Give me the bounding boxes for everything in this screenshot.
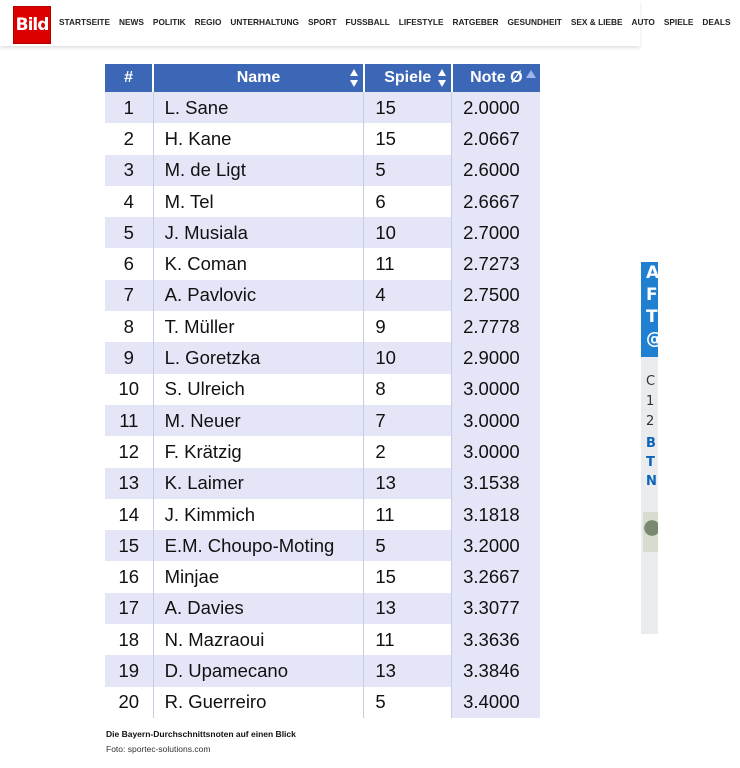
cell-name: K. Coman — [153, 248, 364, 279]
cell-rank: 12 — [105, 436, 153, 467]
cell-name: S. Ulreich — [153, 374, 364, 405]
cell-grade: 3.3077 — [452, 593, 540, 624]
table-row — [105, 593, 540, 624]
cell-grade: 3.3846 — [452, 655, 540, 686]
cell-games: 6 — [364, 186, 452, 217]
cell-grade: 3.4000 — [452, 687, 540, 718]
table-row — [105, 123, 540, 154]
cell-grade: 3.0000 — [452, 436, 540, 467]
table-row — [105, 530, 540, 561]
cell-grade: 2.6000 — [452, 155, 540, 186]
cell-grade: 3.3636 — [452, 624, 540, 655]
col-header-games[interactable] — [364, 64, 452, 92]
sort-both-icon[interactable] — [349, 68, 359, 88]
cell-rank: 6 — [105, 248, 153, 279]
col-header-rank: # — [105, 64, 153, 92]
cell-rank: 9 — [105, 342, 153, 373]
cell-rank: 4 — [105, 186, 153, 217]
nav-item-regio[interactable]: REGIO — [194, 17, 222, 27]
nav-item-sex-liebe[interactable]: SEX & LIEBE — [570, 17, 623, 27]
cell-rank: 17 — [105, 593, 153, 624]
sort-both-icon[interactable] — [437, 68, 447, 88]
cell-grade: 3.0000 — [452, 374, 540, 405]
cell-rank: 1 — [105, 92, 153, 123]
table-row — [105, 499, 540, 530]
cell-rank: 13 — [105, 468, 153, 499]
table-row — [105, 342, 540, 373]
cell-grade: 2.6667 — [452, 186, 540, 217]
table-row — [105, 280, 540, 311]
ad-line: N — [646, 474, 657, 489]
cell-name: A. Pavlovic — [153, 280, 364, 311]
col-header-name[interactable] — [153, 64, 364, 92]
nav-item-fussball[interactable]: FUSSBALL — [345, 17, 390, 27]
ad-line: B — [646, 436, 656, 451]
ad-line: 2 — [646, 414, 655, 429]
cell-rank: 14 — [105, 499, 153, 530]
nav-item-news[interactable]: NEWS — [119, 17, 144, 27]
site-header — [0, 0, 731, 46]
cell-games: 15 — [364, 561, 452, 592]
cell-grade: 3.2000 — [452, 530, 540, 561]
nav-item-politik[interactable]: POLITIK — [152, 17, 186, 27]
ad-line: @ — [646, 329, 663, 349]
col-header-grade[interactable] — [452, 64, 540, 92]
table-row — [105, 155, 540, 186]
table-row — [105, 374, 540, 405]
photo-credit: Foto: sportec-solutions.com — [106, 744, 211, 754]
cell-rank: 10 — [105, 374, 153, 405]
table-row — [105, 687, 540, 718]
cell-grade: 2.7500 — [452, 280, 540, 311]
nav-item-unterhaltung[interactable]: UNTERHALTUNG — [230, 17, 299, 27]
cell-grade: 2.0000 — [452, 92, 540, 123]
cell-grade: 2.7778 — [452, 311, 540, 342]
cell-grade: 2.0667 — [452, 123, 540, 154]
cell-games: 10 — [364, 342, 452, 373]
cell-grade: 2.9000 — [452, 342, 540, 373]
cell-games: 13 — [364, 655, 452, 686]
cell-name: M. Tel — [153, 186, 364, 217]
cell-rank: 20 — [105, 687, 153, 718]
cell-games: 5 — [364, 530, 452, 561]
cell-name: J. Musiala — [153, 217, 364, 248]
cell-rank: 8 — [105, 311, 153, 342]
table-row — [105, 311, 540, 342]
grades-table-wrap — [105, 64, 540, 718]
cell-games: 8 — [364, 374, 452, 405]
cell-grade: 3.1538 — [452, 468, 540, 499]
cell-rank: 7 — [105, 280, 153, 311]
ad-line: 1 — [646, 394, 655, 409]
nav-item-auto[interactable]: AUTO — [631, 17, 655, 27]
cell-name: F. Krätzig — [153, 436, 364, 467]
cell-grade: 3.1818 — [452, 499, 540, 530]
table-row — [105, 405, 540, 436]
cell-rank: 3 — [105, 155, 153, 186]
grades-table — [105, 64, 540, 718]
nav-item-spiele[interactable]: SPIELE — [663, 17, 694, 27]
ad-link[interactable] — [646, 434, 657, 491]
side-advertisement[interactable] — [641, 262, 663, 634]
cell-rank: 5 — [105, 217, 153, 248]
ad-headline — [641, 262, 663, 357]
ad-line: T — [646, 455, 655, 470]
cell-name: N. Mazraoui — [153, 624, 364, 655]
cell-name: M. de Ligt — [153, 155, 364, 186]
cell-games: 5 — [364, 687, 452, 718]
cell-games: 15 — [364, 92, 452, 123]
nav-item-sport[interactable]: SPORT — [307, 17, 337, 27]
col-header-grade-label: Note Ø — [470, 69, 523, 86]
table-row — [105, 624, 540, 655]
cell-games: 11 — [364, 499, 452, 530]
cell-name: D. Upamecano — [153, 655, 364, 686]
cell-games: 7 — [364, 405, 452, 436]
cell-games: 10 — [364, 217, 452, 248]
cell-grade: 3.2667 — [452, 561, 540, 592]
main-nav — [59, 17, 740, 27]
table-row — [105, 561, 540, 592]
cell-rank: 2 — [105, 123, 153, 154]
table-row — [105, 468, 540, 499]
cell-name: L. Sane — [153, 92, 364, 123]
col-header-name-label: Name — [236, 69, 281, 86]
cell-games: 11 — [364, 248, 452, 279]
cell-rank: 15 — [105, 530, 153, 561]
cell-name: Minjae — [153, 561, 364, 592]
bild-logo[interactable]: Bild — [13, 6, 51, 44]
cell-grade: 3.0000 — [452, 405, 540, 436]
cell-name: M. Neuer — [153, 405, 364, 436]
nav-item-lifestyle[interactable]: LIFESTYLE — [398, 17, 444, 27]
table-row — [105, 248, 540, 279]
ad-line: F — [646, 285, 658, 305]
cell-name: H. Kane — [153, 123, 364, 154]
cell-name: J. Kimmich — [153, 499, 364, 530]
nav-item-ratgeber[interactable]: RATGEBER — [452, 17, 499, 27]
cell-grade: 2.7273 — [452, 248, 540, 279]
cell-name: K. Laimer — [153, 468, 364, 499]
cell-rank: 19 — [105, 655, 153, 686]
ad-line: A — [646, 263, 660, 283]
cell-rank: 11 — [105, 405, 153, 436]
table-row — [105, 92, 540, 123]
cell-rank: 18 — [105, 624, 153, 655]
cell-name: R. Guerreiro — [153, 687, 364, 718]
table-row — [105, 436, 540, 467]
cell-name: T. Müller — [153, 311, 364, 342]
cell-games: 13 — [364, 593, 452, 624]
cell-games: 2 — [364, 436, 452, 467]
table-caption: Die Bayern-Durchschnittsnoten auf einen Blick — [106, 729, 296, 739]
nav-item-startseite[interactable]: STARTSEITE — [59, 17, 111, 27]
cell-grade: 2.7000 — [452, 217, 540, 248]
ad-line: T — [646, 307, 658, 327]
ad-text — [646, 372, 655, 432]
cell-rank: 16 — [105, 561, 153, 592]
ad-image — [643, 512, 658, 552]
ad-line: C — [646, 374, 656, 389]
cell-name: A. Davies — [153, 593, 364, 624]
table-header-row — [105, 64, 540, 92]
cell-games: 11 — [364, 624, 452, 655]
cell-name: L. Goretzka — [153, 342, 364, 373]
sort-ascending-icon[interactable] — [526, 68, 536, 88]
nav-item-gesundheit[interactable]: GESUNDHEIT — [507, 17, 562, 27]
cell-games: 5 — [364, 155, 452, 186]
col-header-games-label: Spiele — [384, 69, 432, 86]
nav-item-deals[interactable]: DEALS — [702, 17, 731, 27]
cell-games: 4 — [364, 280, 452, 311]
cell-games: 9 — [364, 311, 452, 342]
cell-name: E.M. Choupo-Moting — [153, 530, 364, 561]
table-row — [105, 217, 540, 248]
table-row — [105, 655, 540, 686]
table-row — [105, 186, 540, 217]
cell-games: 15 — [364, 123, 452, 154]
cell-games: 13 — [364, 468, 452, 499]
